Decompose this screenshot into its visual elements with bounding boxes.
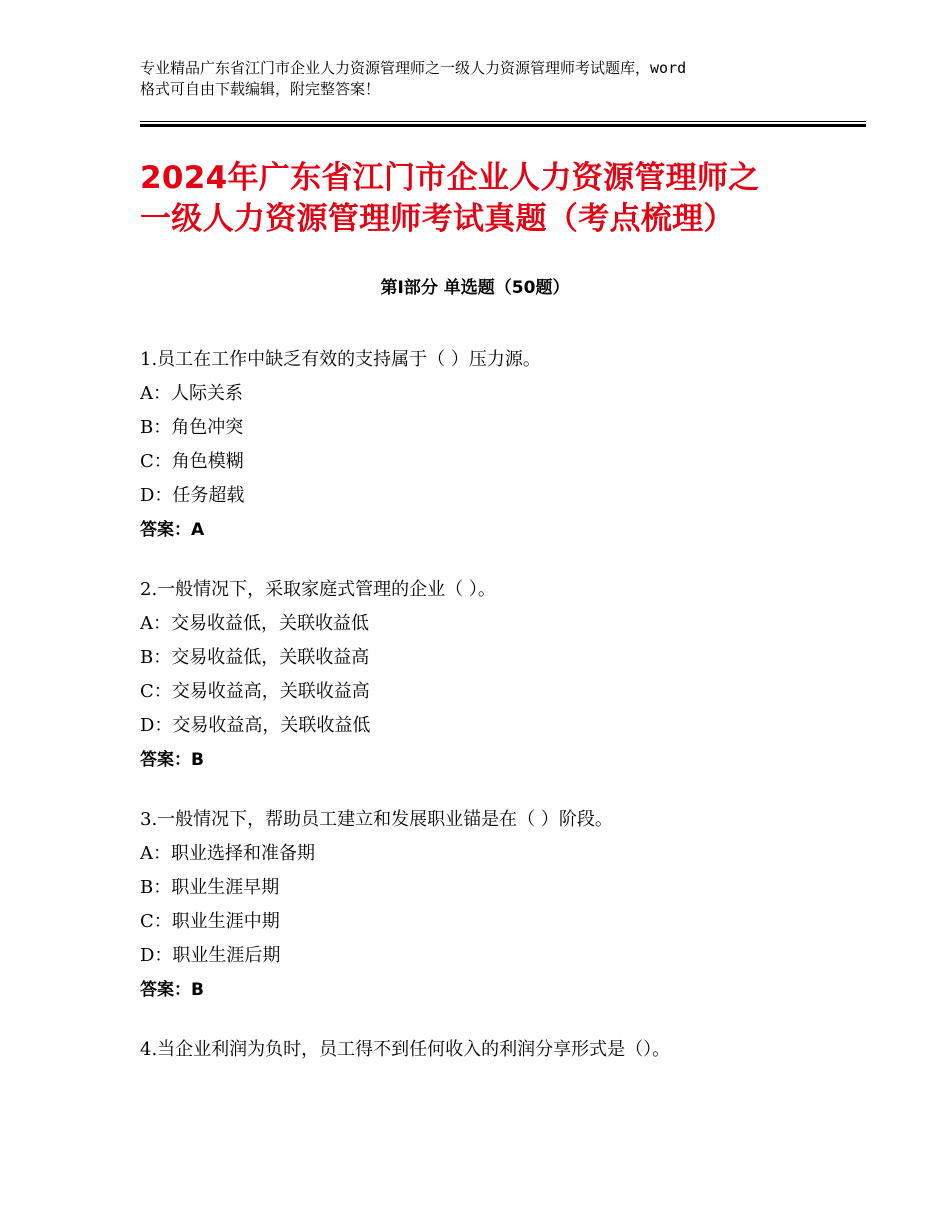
header-note-line-1: 专业精品广东省江门市企业人力资源管理师之一级人力资源管理师考试题库，word [140, 59, 687, 77]
question-stem: 2.一般情况下，采取家庭式管理的企业（ ）。 [140, 579, 496, 600]
option-d: D：职业生涯后期 [140, 945, 281, 966]
document-title-line-1: 2024年广东省江门市企业人力资源管理师之 [140, 160, 760, 196]
option-d: D：任务超载 [140, 485, 245, 506]
question-1 [140, 343, 860, 547]
question-4 [140, 1033, 860, 1067]
question-3 [140, 803, 860, 1007]
question-stem: 4.当企业利润为负时，员工得不到任何收入的利润分享形式是（）。 [140, 1039, 671, 1060]
answer: 答案：B [140, 750, 204, 770]
document-title-line-2: 一级人力资源管理师考试真题（考点梳理） [140, 201, 735, 237]
section-heading: 第Ⅰ部分 单选题（50题） [380, 278, 570, 298]
header-note [140, 58, 830, 100]
answer: 答案：A [140, 520, 205, 540]
header-divider-thick [140, 124, 866, 127]
question-list [140, 343, 860, 1093]
option-c: C：角色模糊 [140, 451, 244, 472]
option-c: C：交易收益高，关联收益高 [140, 681, 370, 702]
document-title [140, 158, 860, 240]
header-note-line-2: 格式可自由下载编辑，附完整答案！ [140, 80, 381, 98]
question-2 [140, 573, 860, 777]
option-d: D：交易收益高，关联收益低 [140, 715, 371, 736]
question-stem: 3.一般情况下，帮助员工建立和发展职业锚是在（ ）阶段。 [140, 809, 613, 830]
header-divider-thin [140, 121, 866, 122]
option-a: A：人际关系 [140, 383, 243, 404]
answer: 答案：B [140, 980, 204, 1000]
option-a: A：交易收益低，关联收益低 [140, 613, 369, 634]
option-a: A：职业选择和准备期 [140, 843, 315, 864]
option-b: B：角色冲突 [140, 417, 244, 438]
option-b: B：交易收益低，关联收益高 [140, 647, 370, 668]
question-stem: 1.员工在工作中缺乏有效的支持属于（ ）压力源。 [140, 349, 541, 370]
option-b: B：职业生涯早期 [140, 877, 280, 898]
option-c: C：职业生涯中期 [140, 911, 280, 932]
